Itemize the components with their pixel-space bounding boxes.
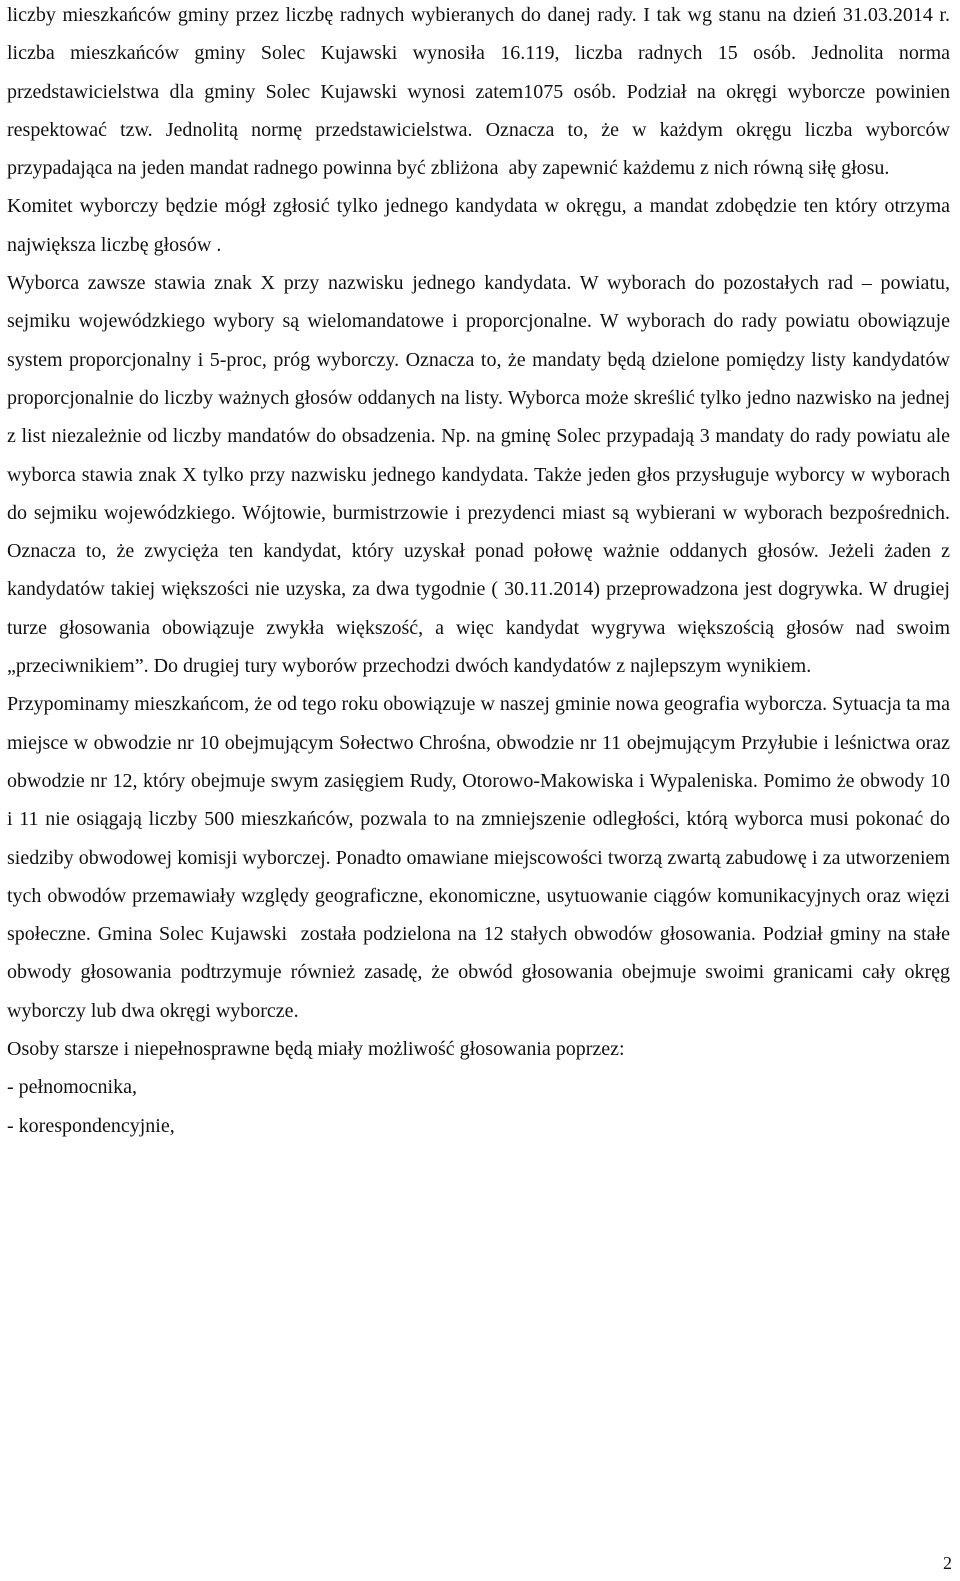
paragraph-voting-rules: Wyborca zawsze stawia znak X przy nazwisku jednego kandydata. W wyborach do pozostałych rad – powiatu, sejmiku wojewódzkiego wybory są wielomandatowe i proporcjonalne. W wyborach do rady powiatu obowiązuje system proporcjonalny i 5-proc, próg wyborczy. Oznacza to, że mandaty będą dzielone pomiędzy listy kandydatów proporcjonalnie do liczby ważnych głosów oddanych na listy. Wyborca może skreślić tylko jedno nazwisko na jednej z list niezależnie od liczby mandatów do obsadzenia. Np. na gminę Solec przypadają 3 mandaty do rady powiatu ale wyborca stawia znak X tylko przy nazwisku jednego kandydata. Także jeden głos przysługuje wyborcy w wyborach do sejmiku wojewódzkiego. Wójtowie, burmistrzowie i prezydenci miast są wybierani w wyborach bezpośrednich. Oznacza to, że zwycięża ten kandydat, który uzyskał ponad połowę ważnie oddanych głosów. Jeżeli żaden z kandydatów takiej większości nie uzyska, za dwa tygodnie ( 30.11.2014) przeprowadzona jest dogrywka. W drugiej turze głosowania obowiązuje zwykła większość, a więc kandydat wygrywa większością głosów nad swoim „przeciwnikiem”. Do drugiej tury wyborów przechodzi dwóch kandydatów z najlepszym wynikiem. [7,272,955,678]
paragraph-voting-options: Osoby starsze i niepełnosprawne będą miały możliwość głosowania poprzez: [7,1038,625,1061]
document-page [7,0,955,1145]
paragraph-election-committee: Komitet wyborczy będzie mógł zgłosić tylko jednego kandydata w okręgu, a mandat zdobędzie ten który otrzyma największa liczbę głosów . [7,195,955,256]
paragraph-electoral-geography: Przypominamy mieszkańcom, że od tego roku obowiązuje w naszej gminie nowa geografia wyborcza. Sytuacja ta ma miejsce w obwodzie nr 10 obejmującym Sołectwo Chrośna, obwodzie nr 11 obejmującym Przyłubie i leśnictwa oraz obwodzie nr 12, który obejmuje swym zasięgiem Rudy, Otorowo-Makowiska i Wypaleniska. Pomimo że obwody 10 i 11 nie osiągają liczby 500 mieszkańców, pozwala to na zmniejszenie odległości, którą wyborca musi pokonać do siedziby obwodowej komisji wyborczej. Ponadto omawiane miejscowości tworzą zwartą zabudowę i za utworzeniem tych obwodów przemawiały względy geograficzne, ekonomiczne, usytuowanie ciągów komunikacyjnych oraz więzi społeczne. Gmina Solec Kujawski została podzielona na 12 stałych obwodów głosowania. Podział gminy na stałe obwody głosowania podtrzymuje również zasadę, że obwód głosowania obejmuje swoimi granicami cały okręg wyborczy lub dwa okręgi wyborcze. [7,693,955,1022]
list-item-proxy: - pełnomocnika, [7,1076,137,1099]
paragraph-representation-norm: liczby mieszkańców gminy przez liczbę radnych wybieranych do danej rady. I tak wg stanu na dzień 31.03.2014 r. liczba mieszkańców gminy Solec Kujawski wynosiła 16.119, liczba radnych 15 osób. Jednolita norma przedstawicielstwa dla gminy Solec Kujawski wynosi zatem1075 osób. Podział na okręgi wyborcze powinien respektować tzw. Jednolitą normę przedstawicielstwa. Oznacza to, że w każdym okręgu liczba wyborców przypadająca na jeden mandat radnego powinna być zbliżona aby zapewnić każdemu z nich równą siłę głosu. [7,4,955,180]
list-item-postal: - korespondencyjnie, [7,1114,175,1137]
page-number: 2 [943,1553,952,1573]
